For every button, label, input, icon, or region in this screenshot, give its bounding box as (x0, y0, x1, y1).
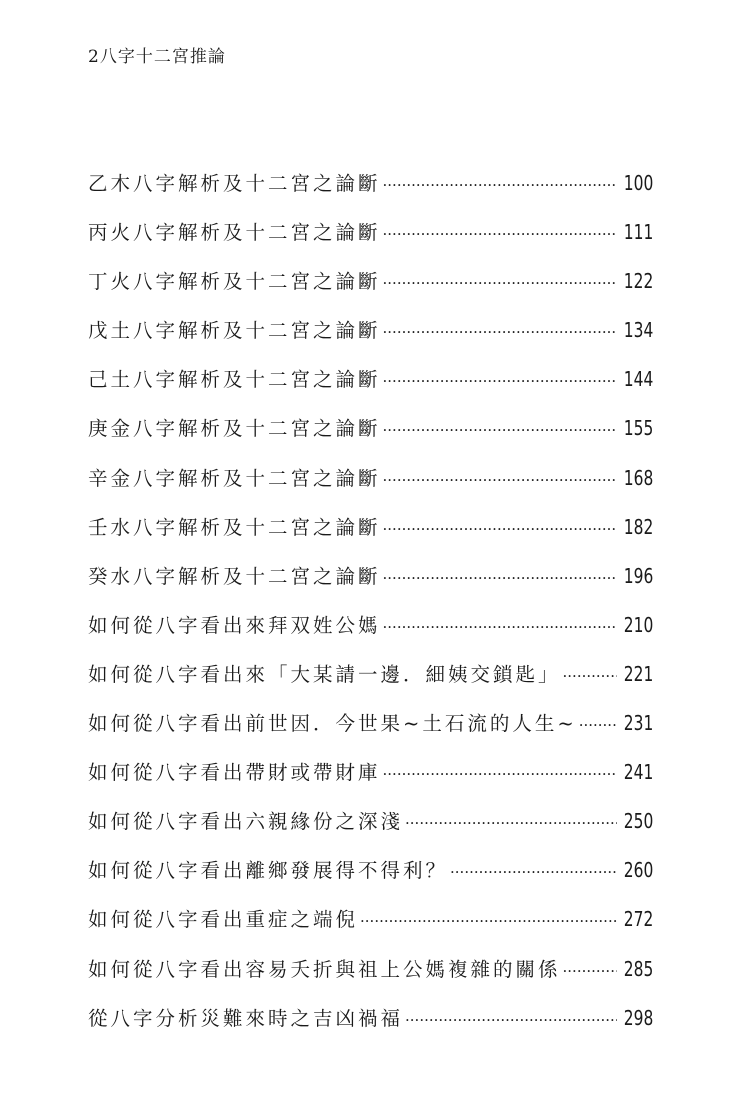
toc-dot-leader (383, 176, 617, 194)
toc-entry-title: 如何從八字看出前世因．今世果~土石流的人生~ (88, 712, 577, 736)
toc-entry-title: 如何從八字看出帶財或帶財庫 (88, 761, 381, 785)
toc-entry-page-number: 231 (623, 711, 653, 736)
toc-entry-title: 戊土八字解析及十二宮之論斷 (88, 319, 381, 343)
toc-entry-title: 壬水八字解析及十二宮之論斷 (88, 515, 381, 539)
toc-entry-title: 乙木八字解析及十二宮之論斷 (88, 172, 381, 195)
toc-dot-leader (383, 569, 617, 587)
toc-dot-leader (383, 421, 617, 439)
toc-dot-leader (383, 274, 617, 292)
toc-entry-page-number: 144 (623, 367, 653, 392)
toc-entry-page-number: 298 (623, 1005, 653, 1030)
toc-entry (88, 757, 653, 806)
toc-dot-leader (383, 520, 617, 538)
toc-entry-title: 如何從八字看出離鄉發展得不得利？ (88, 859, 449, 883)
toc-entry-page-number: 241 (623, 760, 653, 785)
toc-entry (88, 364, 653, 413)
toc-dot-leader (383, 323, 617, 341)
toc-entry-page-number: 250 (623, 809, 653, 834)
toc-entry (88, 1003, 653, 1052)
toc-entry (88, 954, 653, 1003)
toc-dot-leader (405, 1011, 617, 1029)
toc-entry (88, 217, 653, 266)
toc-dot-leader (450, 863, 617, 881)
toc-entry-page-number: 100 (623, 171, 653, 195)
toc-entry-page-number: 122 (623, 269, 653, 294)
toc-entry-title: 癸水八字解析及十二宮之論斷 (88, 564, 381, 588)
toc-entry-page-number: 134 (623, 318, 653, 343)
toc-entry-page-number: 168 (623, 465, 653, 490)
toc-dot-leader (383, 618, 617, 636)
toc-entry-page-number: 285 (623, 956, 653, 981)
toc-entry (88, 561, 653, 610)
toc-entry-page-number: 221 (623, 661, 653, 686)
toc-entry (88, 610, 653, 659)
toc-entry (88, 413, 653, 462)
toc-entry-title: 丙火八字解析及十二宮之論斷 (88, 221, 381, 245)
toc-entry-page-number: 272 (623, 907, 653, 932)
toc-entry (88, 659, 653, 708)
toc-entry (88, 512, 653, 561)
toc-entry-page-number: 155 (623, 416, 653, 441)
toc-dot-leader (383, 471, 617, 489)
toc-dot-leader (383, 225, 617, 243)
toc-entry-page-number: 196 (623, 563, 653, 588)
toc-entry (88, 168, 653, 217)
toc-entry-title: 丁火八字解析及十二宮之論斷 (88, 270, 381, 294)
toc-dot-leader (405, 814, 617, 832)
toc-entry-title: 如何從八字看出來「大某請一邊．細姨交鎖匙」 (88, 662, 561, 686)
toc-entry-title: 己土八字解析及十二宮之論斷 (88, 368, 381, 392)
header-page-number: 2 (88, 47, 100, 67)
toc-dot-leader (563, 667, 617, 685)
toc-entry (88, 463, 653, 512)
toc-entry-page-number: 182 (623, 514, 653, 539)
toc-entry (88, 855, 653, 904)
toc-entry-title: 辛金八字解析及十二宮之論斷 (88, 466, 381, 490)
toc-entry-page-number: 260 (623, 858, 653, 883)
toc-entry-title: 如何從八字看出容易夭折與祖上公媽複雜的關係 (88, 957, 561, 981)
running-header (88, 42, 226, 67)
toc-dot-leader (579, 716, 617, 734)
toc-entry-page-number: 111 (623, 220, 653, 245)
toc-dot-leader (360, 912, 617, 930)
toc-entry (88, 708, 653, 757)
toc-entry (88, 315, 653, 364)
header-book-title: 八字十二宮推論 (99, 47, 226, 67)
toc-entry-title: 從八字分析災難來時之吉凶禍福 (88, 1006, 404, 1030)
toc-entry-page-number: 210 (623, 612, 653, 637)
toc-entry (88, 266, 653, 315)
toc-dot-leader (563, 962, 617, 980)
toc-dot-leader (383, 765, 617, 783)
toc-dot-leader (383, 372, 617, 390)
table-of-contents (88, 168, 653, 1052)
toc-entry (88, 904, 653, 953)
toc-entry-title: 如何從八字看出重症之端倪 (88, 908, 359, 932)
toc-entry (88, 806, 653, 855)
toc-entry-title: 如何從八字看出六親緣份之深淺 (88, 810, 404, 834)
toc-entry-title: 庚金八字解析及十二宮之論斷 (88, 417, 381, 441)
toc-entry-title: 如何從八字看出來拜双姓公媽 (88, 613, 381, 637)
